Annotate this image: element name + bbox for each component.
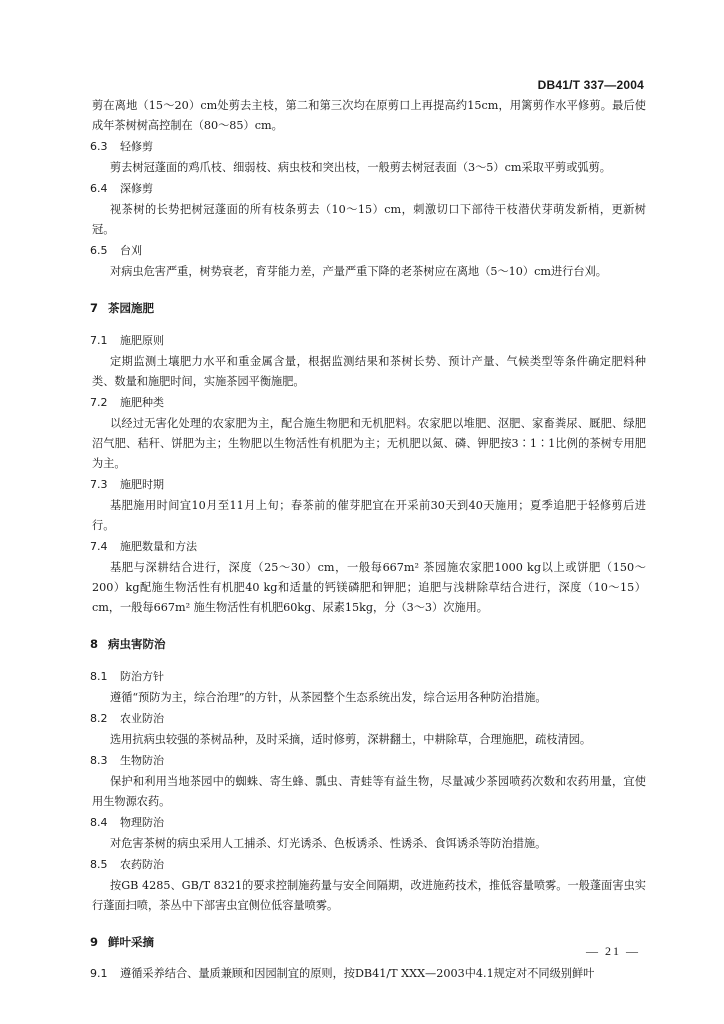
heading-number: 7 — [90, 301, 99, 315]
heading-title: 生物防治 — [120, 754, 164, 767]
heading-number: 6.4 — [90, 182, 108, 195]
paragraph: 选用抗病虫较强的茶树品种，及时采摘，适时修剪，深耕翻土，中耕除草，合理施肥，疏枝清园。 — [110, 733, 592, 746]
heading-number: 8.3 — [90, 754, 108, 767]
section-heading — [0, 298, 724, 318]
heading-number: 8 — [90, 637, 99, 651]
heading-title: 茶园施肥 — [108, 301, 154, 315]
section-heading — [0, 634, 724, 654]
subsection-heading — [0, 392, 724, 414]
subsection-heading — [0, 474, 724, 496]
subsection-heading — [0, 750, 724, 772]
subsection-heading — [0, 854, 724, 876]
heading-number: 6.5 — [90, 244, 108, 257]
subsection-heading — [0, 330, 724, 352]
heading-title: 农业防治 — [120, 712, 164, 725]
standard-code: DB41/T 337—2004 — [537, 78, 644, 92]
paragraph: 遵循“预防为主，综合治理”的方针，从茶园整个生态系统出发，综合运用各种防治措施。 — [110, 691, 547, 704]
clause-text: 遵循采养结合、量质兼顾和因园制宜的原则，按DB41/T XXX—2003中4.1规定对不同级别鲜叶 — [120, 967, 595, 980]
heading-number: 8.5 — [90, 858, 108, 871]
heading-number: 8.2 — [90, 712, 108, 725]
heading-number: 7.4 — [90, 540, 108, 553]
heading-title: 台刈 — [120, 244, 142, 257]
heading-title: 轻修剪 — [120, 140, 153, 153]
subsection-heading — [0, 812, 724, 834]
heading-number: 7.3 — [90, 478, 108, 491]
document-body — [0, 96, 724, 984]
subsection-heading — [0, 708, 724, 730]
heading-number: 9 — [90, 935, 99, 949]
paragraph: 以经过无害化处理的农家肥为主，配合施生物肥和无机肥料。农家肥以堆肥、沤肥、家畜粪尿、厩肥、绿肥沼气肥、秸秆、饼肥为主；生物肥以生物活性有机肥为主；无机肥以氮、磷、钾肥按3∶1∶1比例的茶树专用肥为主。 — [92, 417, 646, 470]
heading-title: 农药防治 — [120, 858, 164, 871]
paragraph: 基肥施用时间宜10月至11月上旬；春茶前的催芽肥宜在开采前30天到40天施用；夏季追肥于轻修剪后进行。 — [92, 499, 646, 532]
paragraph: 对病虫危害严重，树势衰老，育芽能力差，产量严重下降的老茶树应在离地（5～10）cm进行台刈。 — [110, 265, 607, 278]
heading-number: 7.2 — [90, 396, 108, 409]
paragraph: 基肥与深耕结合进行，深度（25～30）cm，一般每667m² 茶园施农家肥1000 kg以上或饼肥（150～200）kg配施生物活性有机肥40 kg和适量的钙镁磷肥和钾肥；追肥与浅耕除草结合进行，深度（10～15）cm，一般每667m² 施生物活性有机肥60kg、尿素15kg，分（3～3）次施用。 — [92, 561, 646, 614]
subsection-heading — [0, 178, 724, 200]
paragraph: 剪在离地（15～20）cm处剪去主枝，第二和第三次均在原剪口上再提高约15cm，用篱剪作水平修剪。最后使成年茶树树高控制在（80～85）cm。 — [92, 99, 646, 132]
heading-title: 施肥数量和方法 — [120, 540, 197, 553]
subsection-heading — [0, 666, 724, 688]
heading-number: 8.1 — [90, 670, 108, 683]
heading-title: 施肥种类 — [120, 396, 164, 409]
heading-number: 8.4 — [90, 816, 108, 829]
paragraph: 定期监测土壤肥力水平和重金属含量，根据监测结果和茶树长势、预计产量、气候类型等条件确定肥料种类、数量和施肥时间，实施茶园平衡施肥。 — [92, 355, 646, 388]
clause-number: 9.1 — [90, 967, 108, 980]
subsection-heading — [0, 240, 724, 262]
paragraph: 保护和利用当地茶园中的蜘蛛、寄生蜂、瓢虫、青蛙等有益生物，尽量减少茶园喷药次数和农药用量，宜使用生物源农药。 — [92, 775, 646, 808]
clause — [0, 964, 724, 984]
heading-number: 6.3 — [90, 140, 108, 153]
subsection-heading — [0, 136, 724, 158]
page-number: — 21 — — [586, 944, 640, 958]
heading-title: 深修剪 — [120, 182, 153, 195]
paragraph: 对危害茶树的病虫采用人工捕杀、灯光诱杀、色板诱杀、性诱杀、食饵诱杀等防治措施。 — [110, 837, 547, 850]
heading-title: 防治方针 — [120, 670, 164, 683]
subsection-heading — [0, 536, 724, 558]
heading-number: 7.1 — [90, 334, 108, 347]
heading-title: 鲜叶采摘 — [108, 935, 154, 949]
heading-title: 施肥时期 — [120, 478, 164, 491]
heading-title: 物理防治 — [120, 816, 164, 829]
paragraph: 视茶树的长势把树冠蓬面的所有枝条剪去（10～15）cm，刺激切口下部待干枝潜伏芽萌发新梢，更新树冠。 — [92, 203, 646, 236]
heading-title: 施肥原则 — [120, 334, 164, 347]
paragraph: 剪去树冠蓬面的鸡爪枝、细弱枝、病虫枝和突出枝，一般剪去树冠表面（3～5）cm采取平剪或弧剪。 — [110, 161, 611, 174]
heading-title: 病虫害防治 — [108, 637, 166, 651]
paragraph: 按GB 4285、GB/T 8321的要求控制施药量与安全间隔期，改进施药技术，推低容量喷雾。一般蓬面害虫实行蓬面扫喷，茶丛中下部害虫宜侧位低容量喷雾。 — [92, 879, 646, 912]
